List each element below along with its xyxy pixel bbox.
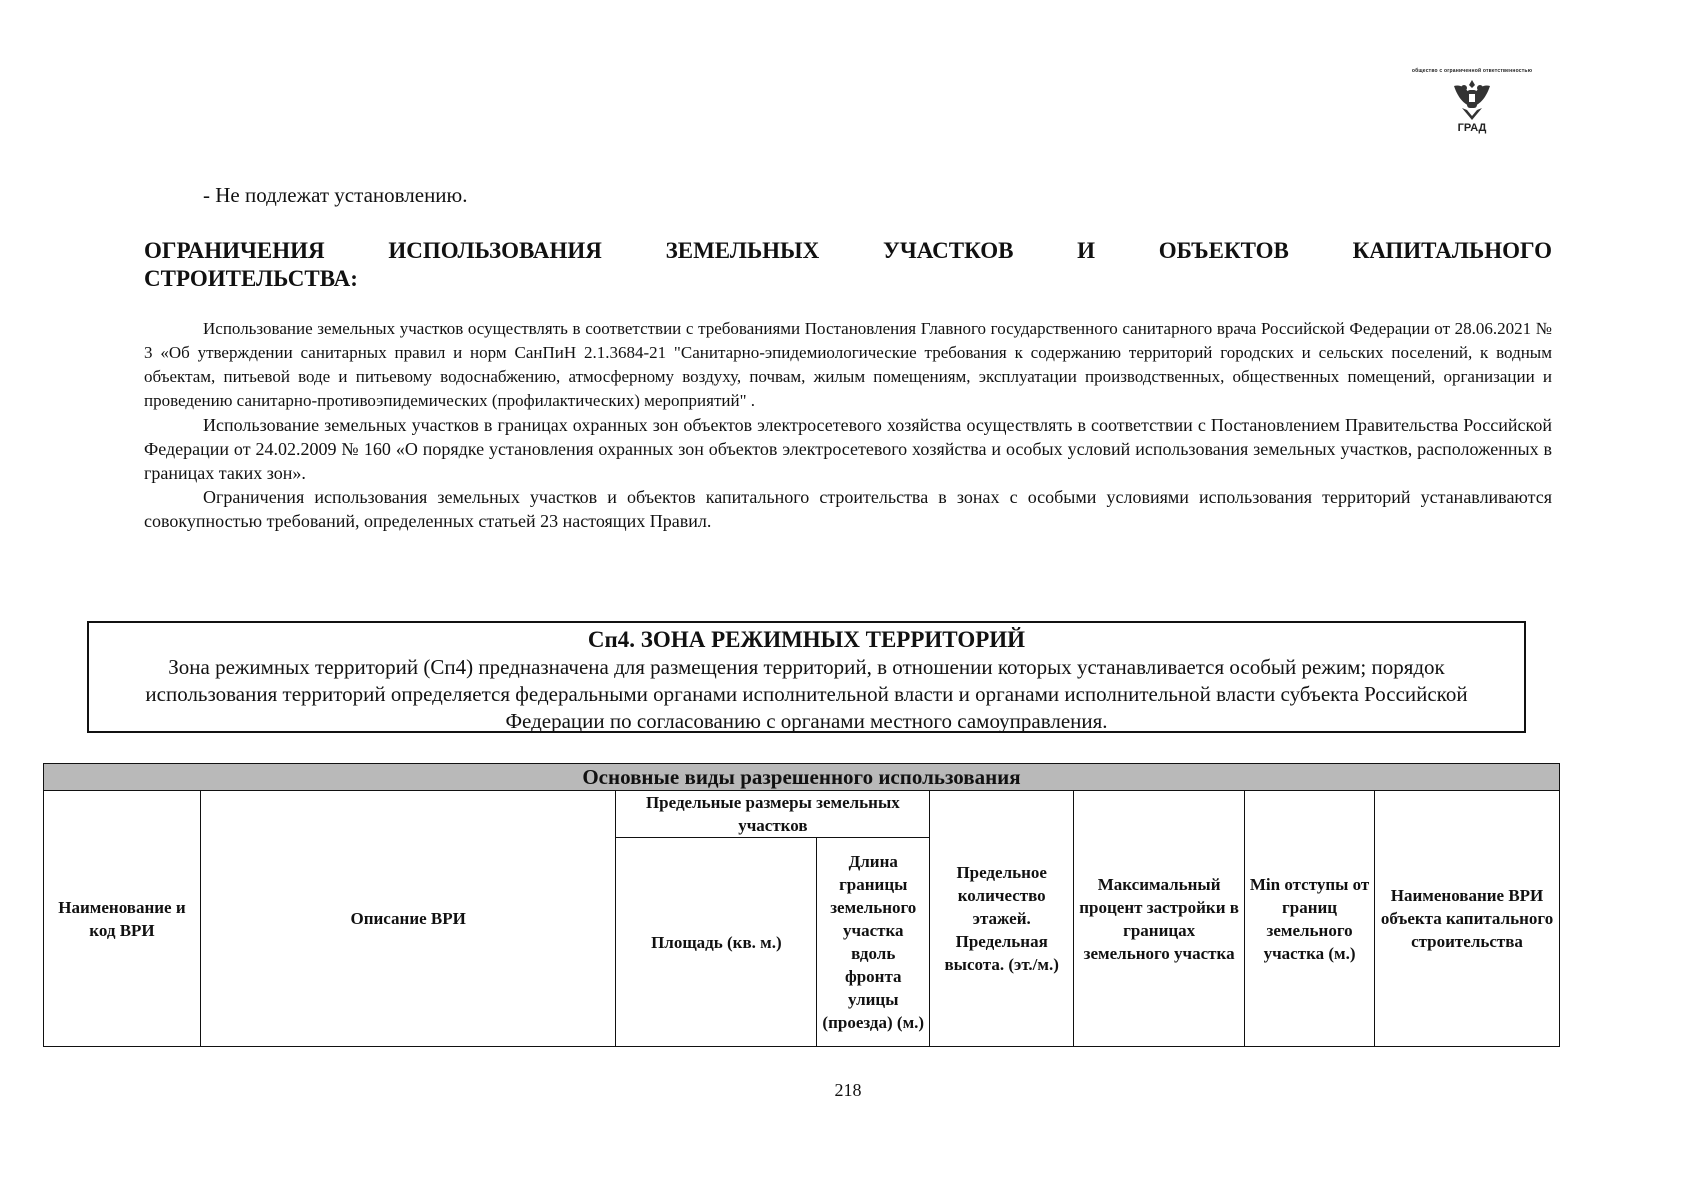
paragraph-special-zones: Ограничения использования земельных участков и объектов капитального строительства в зонах с особыми условиями использования территорий устанавливаются совокупностью требований, определенных статьей 23 настоящих Правил. [144, 487, 1552, 531]
header-description: Описание ВРИ [200, 791, 616, 1047]
zone-description: Зона режимных территорий (Сп4) предназначена для размещения территорий, в отношении которых устанавливается особый режим; порядок использования территорий определяется федеральными органами исполнительной власти и органами исполнительной власти субъекта Российской Федерации по согласованию с органами местного самоуправления. [145, 655, 1468, 733]
company-logo [1392, 68, 1552, 134]
header-max-coverage: Максимальный процент застройки в границах земельного участка [1074, 791, 1245, 1047]
header-frontage: Длина границы земельного участка вдоль фронта улицы (проезда) (м.) [817, 838, 930, 1047]
header-limits-group: Предельные размеры земельных участков [616, 791, 930, 838]
header-area: Площадь (кв. м.) [616, 838, 817, 1047]
header-min-setback: Min отступы от границ земельного участка (м.) [1245, 791, 1375, 1047]
restrictions-heading-line1: ОГРАНИЧЕНИЯ ИСПОЛЬЗОВАНИЯ ЗЕМЕЛЬНЫХ УЧАСТКОВ И ОБЪЕКТОВ КАПИТАЛЬНОГО [144, 238, 1552, 263]
paragraph-power-grid: Использование земельных участков в границах охранных зон объектов электросетевого хозяйства осуществлять в соответствии с Постановлением Правительства Российской Федерации от 24.02.2009 № 160 «О порядке установления охранных зон объектов электросетевого хозяйства и особых условий использования земельных участков, расположенных в границах таких зон». [144, 415, 1552, 483]
header-floors: Предельное количество этажей. Предельная высота. (эт./м.) [930, 791, 1074, 1047]
table-header-row [44, 791, 1560, 838]
vri-table [43, 763, 1560, 1047]
logo-company-name: ГРАД [1457, 122, 1487, 134]
restrictions-body [144, 317, 1552, 533]
zone-title: Сп4. ЗОНА РЕЖИМНЫХ ТЕРРИТОРИЙ [587, 627, 1026, 652]
logo-org-type: общество с ограниченной ответственностью [1411, 68, 1533, 74]
zone-box [87, 621, 1526, 733]
paragraph-sanpin: Использование земельных участков осуществлять в соответствии с требованиями Постановления Главного государственного санитарного врача Российской Федерации от 28.06.2021 № 3 «Об утверждении санитарных правил и норм СанПиН 2.1.3684-21 "Санитарно-эпидемиологические требования к содержанию территорий городских и сельских поселений, к водным объектам, питьевой воде и питьевому водоснабжению, атмосферному воздуху, почвам, жилым помещениям, эксплуатации производственных, общественных помещений, организации и проведению санитарно-противоэпидемических (профилактических) мероприятий" . [144, 319, 1552, 410]
double-headed-eagle-icon [1450, 76, 1494, 122]
table-caption: Основные виды разрешенного использования [44, 764, 1560, 791]
header-name-code: Наименование и код ВРИ [44, 791, 201, 1047]
restrictions-heading [144, 237, 1552, 293]
table-caption-row [44, 764, 1560, 791]
restrictions-heading-line2: СТРОИТЕЛЬСТВА: [144, 266, 358, 291]
page-number: 218 [834, 1080, 862, 1100]
header-building-name: Наименование ВРИ объекта капитального строительства [1375, 791, 1560, 1047]
intro-line: - Не подлежат установлению. [203, 183, 468, 207]
